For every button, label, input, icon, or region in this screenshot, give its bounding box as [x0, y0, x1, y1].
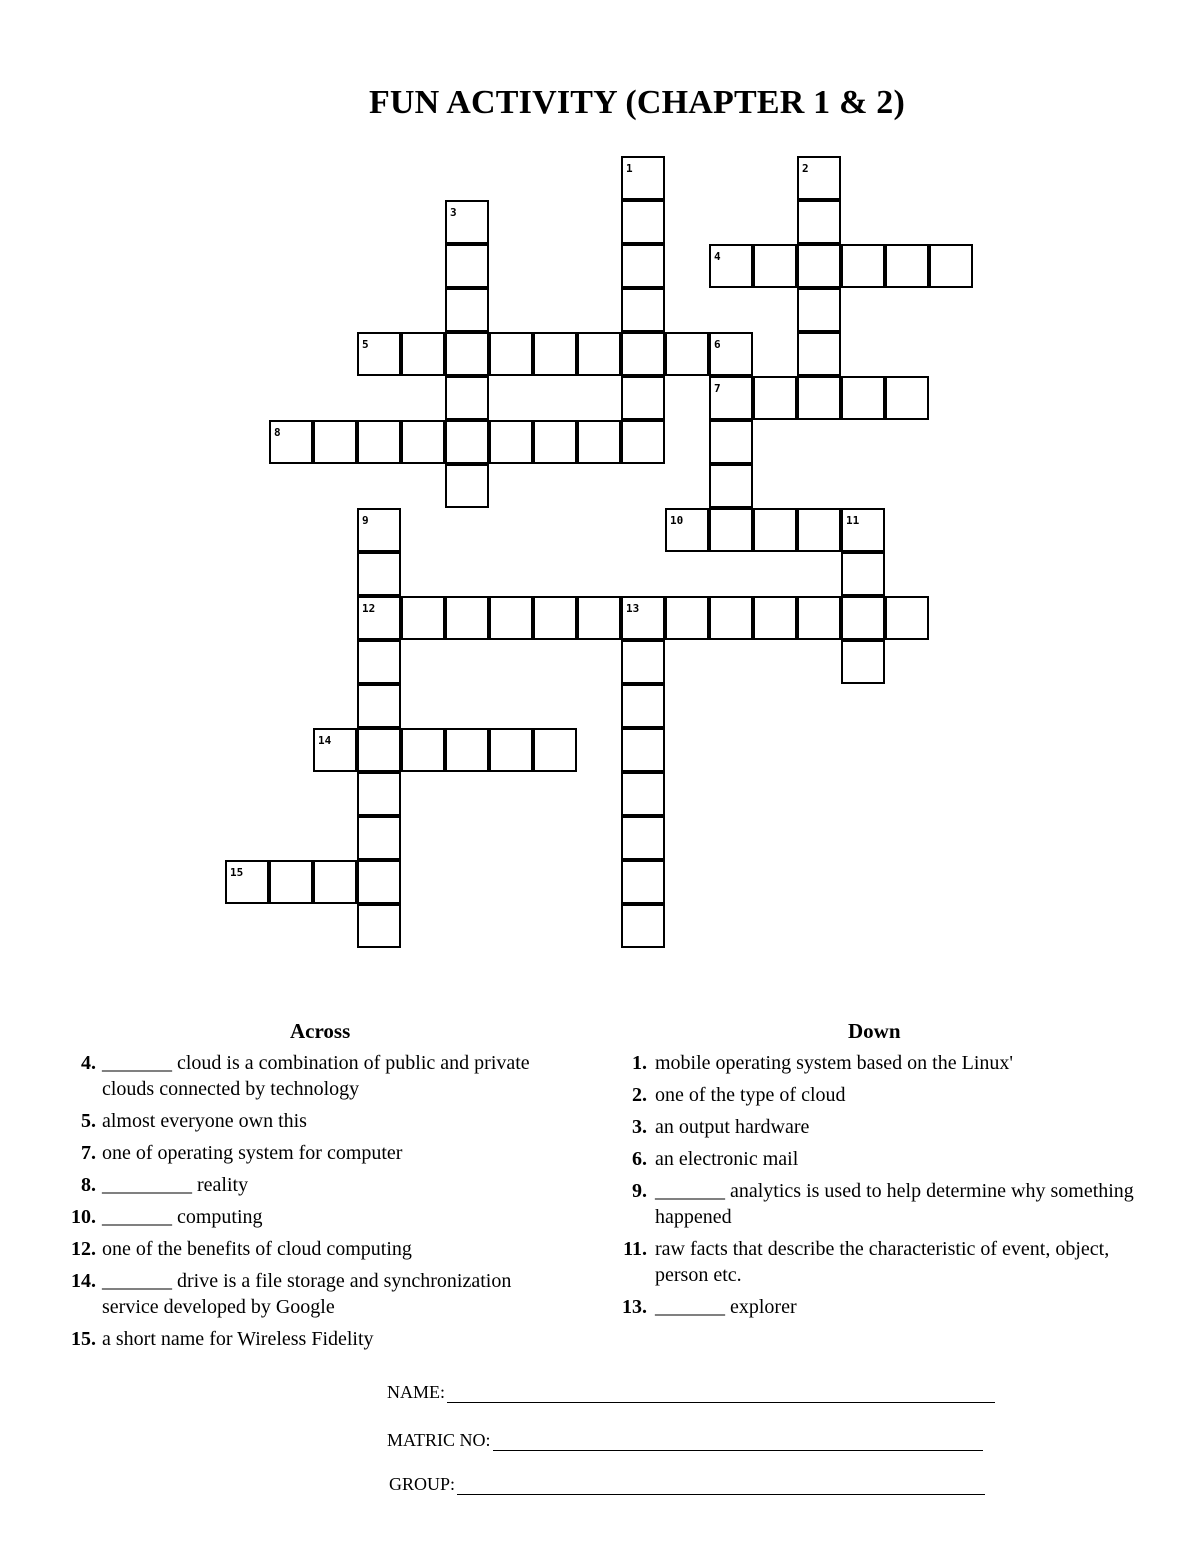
crossword-cell[interactable] — [401, 596, 445, 640]
crossword-cell[interactable] — [621, 860, 665, 904]
clue-across-5: 5. almost everyone own this — [81, 1110, 307, 1132]
crossword-cell[interactable] — [489, 332, 533, 376]
crossword-cell[interactable] — [357, 860, 401, 904]
crossword-cell[interactable] — [313, 860, 357, 904]
clue-down-2: 2. one of the type of cloud — [632, 1084, 846, 1106]
crossword-cell[interactable] — [797, 376, 841, 420]
crossword-cell[interactable] — [533, 332, 577, 376]
crossword-cell[interactable] — [445, 244, 489, 288]
across-heading: Across — [290, 1019, 351, 1043]
clue-down-11: 11. raw facts that describe the characteristic of event, object, person etc. — [623, 1238, 1110, 1286]
matric-line[interactable] — [493, 1432, 983, 1451]
crossword-cell[interactable] — [621, 816, 665, 860]
down-heading: Down — [848, 1019, 901, 1043]
crossword-cell[interactable] — [621, 200, 665, 244]
clue-across-7: 7. one of operating system for computer — [81, 1142, 403, 1164]
crossword-cell[interactable] — [445, 376, 489, 420]
crossword-cell[interactable] — [797, 200, 841, 244]
crossword-cell[interactable] — [841, 596, 885, 640]
crossword-cell[interactable] — [709, 596, 753, 640]
clue-number: 7 — [714, 382, 721, 395]
matric-label: MATRIC NO: — [387, 1430, 491, 1450]
clue-across-12: 12. one of the benefits of cloud computing — [71, 1238, 412, 1260]
group-label: GROUP: — [389, 1474, 456, 1494]
crossword-cell[interactable] — [357, 552, 401, 596]
crossword-cell[interactable] — [357, 904, 401, 948]
matric-field[interactable] — [387, 1430, 983, 1451]
clue-across-15: 15. a short name for Wireless Fidelity — [71, 1328, 374, 1350]
clue-across-4: 4. _______ cloud is a combination of public and private clouds connected by technology — [81, 1052, 530, 1100]
crossword-cell[interactable] — [621, 640, 665, 684]
crossword-cell[interactable] — [357, 772, 401, 816]
crossword-cell[interactable] — [489, 728, 533, 772]
crossword-cell[interactable] — [885, 596, 929, 640]
crossword-cell[interactable] — [445, 464, 489, 508]
across-clues — [66, 1050, 566, 1358]
crossword-cell[interactable] — [885, 376, 929, 420]
group-line[interactable] — [457, 1476, 985, 1495]
crossword-cell[interactable] — [841, 640, 885, 684]
clue-down-13: 13. _______ explorer — [622, 1296, 797, 1318]
crossword-cell[interactable] — [269, 860, 313, 904]
clue-number: 15 — [230, 866, 244, 879]
crossword-cell[interactable] — [445, 728, 489, 772]
crossword-cell[interactable] — [401, 420, 445, 464]
clue-down-1: 1. mobile operating system based on the Linux' — [632, 1052, 1013, 1074]
crossword-cell[interactable] — [753, 508, 797, 552]
crossword-cell[interactable] — [797, 508, 841, 552]
crossword-cell[interactable] — [445, 332, 489, 376]
crossword-cell[interactable] — [709, 420, 753, 464]
crossword-cell[interactable] — [489, 420, 533, 464]
page-title: FUN ACTIVITY (CHAPTER 1 & 2) — [368, 84, 906, 121]
clue-number: 1 — [626, 162, 633, 175]
crossword-cell[interactable] — [621, 244, 665, 288]
crossword-cell[interactable] — [665, 596, 709, 640]
crossword-cell[interactable] — [313, 420, 357, 464]
clue-number: 12 — [362, 602, 376, 615]
crossword-cell[interactable] — [797, 288, 841, 332]
crossword-cell[interactable] — [533, 728, 577, 772]
crossword-cell[interactable] — [621, 904, 665, 948]
clue-down-3: 3. an output hardware — [632, 1116, 810, 1138]
crossword-cell[interactable] — [841, 376, 885, 420]
group-field[interactable] — [389, 1474, 985, 1495]
clue-number: 8 — [274, 426, 281, 439]
crossword-cell[interactable] — [401, 332, 445, 376]
crossword-cell[interactable] — [797, 244, 841, 288]
crossword-cell[interactable] — [445, 420, 489, 464]
name-field[interactable] — [387, 1382, 995, 1403]
crossword-cell[interactable] — [753, 376, 797, 420]
clue-number: 14 — [318, 734, 332, 747]
clue-number: 3 — [450, 206, 457, 219]
crossword-cell[interactable] — [533, 420, 577, 464]
crossword-cell[interactable] — [841, 244, 885, 288]
crossword-cell[interactable] — [929, 244, 973, 288]
crossword-cell[interactable] — [357, 640, 401, 684]
clue-number: 11 — [846, 514, 860, 527]
crossword-cell[interactable] — [533, 596, 577, 640]
crossword-cell[interactable] — [621, 420, 665, 464]
name-label: NAME: — [387, 1382, 445, 1402]
name-line[interactable] — [447, 1384, 995, 1403]
clue-number: 4 — [714, 250, 721, 263]
crossword-cell[interactable] — [401, 728, 445, 772]
crossword-cell[interactable] — [357, 728, 401, 772]
crossword-cell[interactable] — [357, 684, 401, 728]
clue-across-10: 10. _______ computing — [71, 1206, 263, 1228]
crossword-cell[interactable] — [577, 596, 621, 640]
clue-number: 10 — [670, 514, 684, 527]
crossword-cell[interactable] — [357, 816, 401, 860]
crossword-cell[interactable] — [489, 596, 533, 640]
crossword-cell[interactable] — [797, 332, 841, 376]
clue-number: 13 — [626, 602, 640, 615]
crossword-cell[interactable] — [621, 728, 665, 772]
clue-across-14: 14. _______ drive is a file storage and synchronization service developed by Google — [71, 1270, 512, 1318]
clue-down-6: 6. an electronic mail — [632, 1148, 799, 1170]
crossword-cell[interactable] — [621, 376, 665, 420]
crossword-cell[interactable] — [621, 288, 665, 332]
clue-number: 9 — [362, 514, 369, 527]
crossword-cell[interactable] — [709, 464, 753, 508]
crossword-cell[interactable] — [753, 244, 797, 288]
down-clues — [617, 1050, 1137, 1326]
crossword-cell[interactable] — [445, 596, 489, 640]
clue-across-8: 8. _________ reality — [81, 1174, 249, 1196]
crossword-cell[interactable] — [577, 420, 621, 464]
clue-number: 5 — [362, 338, 369, 351]
crossword-cell[interactable] — [797, 596, 841, 640]
crossword-cell[interactable] — [665, 332, 709, 376]
crossword-cell[interactable] — [621, 684, 665, 728]
crossword-cell[interactable] — [577, 332, 621, 376]
crossword-cell[interactable] — [445, 288, 489, 332]
crossword-cell[interactable] — [885, 244, 929, 288]
clue-number: 6 — [714, 338, 721, 351]
clue-number: 2 — [802, 162, 809, 175]
clue-down-9: 9. _______ analytics is used to help determine why something happened — [632, 1180, 1134, 1228]
crossword-cell[interactable] — [841, 552, 885, 596]
crossword-cell[interactable] — [621, 772, 665, 816]
crossword-cell[interactable] — [753, 596, 797, 640]
crossword-cell[interactable] — [357, 420, 401, 464]
crossword-cell[interactable] — [621, 332, 665, 376]
crossword-cell[interactable] — [709, 508, 753, 552]
